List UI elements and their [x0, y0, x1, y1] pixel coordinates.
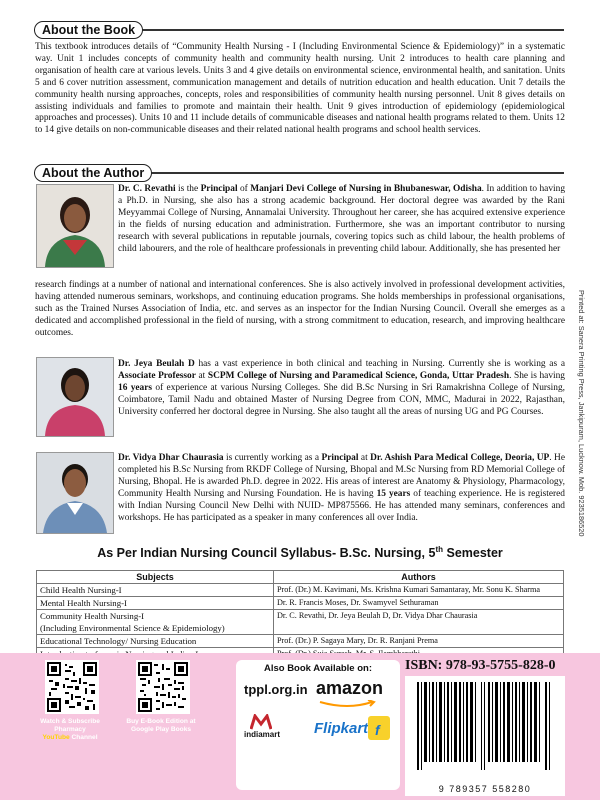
authors-cell: Dr. R. Francis Moses, Dr. Swamyvel Sethuraman — [274, 597, 564, 610]
author1-text: is the — [175, 184, 201, 194]
author2-text: has a vast experience in both clinical and teaching in Nursing. Currently she is working as a — [194, 359, 565, 369]
about-book-paragraph: This textbook introduces details of “Community Health Nursing - I (Including Environmental Science & Epidemiology)” in a systematic way. Unit 1 includes concepts of community health and community health nursing. Unit 2 introduces to health care planning and organisation of health care at various levels. Units 3 and 4 give details on environmental science, environmental health, and sanitation. Units 5 and 6 cover nutrition assessment, communication management and details of nutrition education and health education. Unit 7 details the community health nursing approaches, concepts, roles and responsibilities of community health nursing personnel. Unit 8 gives details on assisting individuals and families to promote and maintain their health. Unit 9 gives introduction of epidemiology (epidemiological approaches and processes). Units 10 and 11 include details of communicable diseases and national health programs related to them. Units 12 to 14 give details on non-communicable diseases and their related national health programs and school health services. — [35, 42, 565, 136]
books-table — [36, 570, 564, 661]
author1-college: Manjari Devi College of Nursing in Bhubaneswar, Odisha — [250, 184, 482, 194]
indiamart-m-icon — [250, 714, 272, 730]
col-authors: Authors — [274, 571, 564, 584]
amazon-text: amazon — [316, 678, 384, 698]
about-book-heading: About the Book — [34, 21, 143, 39]
amazon-smile-icon — [318, 700, 378, 708]
table-row — [37, 635, 564, 648]
syllabus-suffix: Semester — [443, 546, 503, 561]
author2-college: SCPM College of Nursing and Paramedical Science, Gonda, Uttar Pradesh — [207, 370, 510, 381]
syllabus-prefix: As Per Indian Nursing Council Syllabus- B.Sc. Nursing, 5 — [97, 546, 436, 561]
barcode-bars — [405, 676, 565, 776]
authors-cell: Dr. C. Revathi, Dr. Jeya Beulah D, Dr. Vidya Dhar Chaurasia — [274, 610, 564, 635]
barcode-number: 9 789357 558280 — [438, 784, 532, 794]
flipkart-bag-icon: f — [368, 716, 390, 740]
printer-info: Printed at: Sanera Printing Press, Jankipuram, Lucknow. Mob. 9235186520 — [577, 290, 586, 537]
syllabus-title — [34, 545, 566, 560]
flipkart-logo[interactable]: Flipkart — [314, 720, 369, 737]
caption-line — [35, 734, 105, 742]
qr-code-youtube[interactable] — [45, 660, 99, 714]
subject-cell: Educational Technology/ Nursing Education — [37, 635, 274, 648]
barcode — [405, 676, 565, 796]
tppl-link[interactable]: tppl.org.in — [244, 682, 308, 697]
isbn-label: ISBN: 978-93-5755-828-0 — [405, 658, 556, 673]
caption-line: Google Play Books — [130, 726, 192, 733]
author-photo-vidya-dhar — [36, 452, 114, 534]
author2-text: . She is having — [509, 370, 565, 381]
subject-cell: Child Health Nursing-I — [37, 584, 274, 597]
author2-name: Dr. Jeya Beulah D — [118, 359, 195, 369]
amazon-logo[interactable] — [316, 678, 383, 699]
author1-name: Dr. C. Revathi — [118, 184, 176, 194]
caption-line: Pharmacy — [54, 726, 86, 733]
about-author-heading: About the Author — [34, 164, 152, 182]
author3-years: 15 years — [376, 488, 411, 499]
author2-years: 16 years — [118, 382, 153, 393]
caption-line: Buy E-Book Edition at — [126, 718, 196, 725]
author3-bio — [118, 453, 565, 524]
table-header-row — [37, 571, 564, 584]
authors-cell: Prof. (Dr.) M. Kavimani, Ms. Krishna Kumari Samantaray, Mr. Sonu K. Sharma — [274, 584, 564, 597]
authors-cell: Prof. (Dr.) P. Sagaya Mary, Dr. R. Ranjani Prema — [274, 635, 564, 648]
author2-text: of experience at various Nursing Colleges. She did B.Sc Nursing in Sri Ramakrishna College of Nursing, Coimbatore, Tamil Nadu and obtained Master of Nursing Degree from CON, MMC, Madurai in 2022, Rajasthan, University conferred her doctoral degree in Nursing. She also taught all the areas of nursing UG and PG Courses. — [118, 382, 565, 417]
author3-text: of teaching experience. He is registered with Indian Nursing Council New Delhi with NUID- MP875566. He has attended many seminars, conferences and workshops. He has participated as a speaker in many conferences all over India. — [118, 488, 565, 523]
author1-bio — [118, 184, 565, 255]
youtube-word: YouTube — [42, 734, 70, 741]
author3-text: is currently working as a — [223, 453, 322, 463]
author-photo-revathi — [36, 184, 114, 268]
author1-role: Principal — [200, 184, 238, 194]
caption-text: Channel — [69, 734, 98, 741]
caption-line: Watch & Subscribe — [40, 718, 100, 725]
subject-line: Community Health Nursing-I — [40, 611, 145, 621]
qr-caption-google-play — [126, 718, 196, 734]
subject-line: (Including Environmental Science & Epidemiology) — [40, 623, 225, 633]
col-subjects: Subjects — [37, 571, 274, 584]
table-row — [37, 597, 564, 610]
author2-role: Associate Professor — [118, 370, 196, 381]
qr-code-google-play[interactable] — [136, 660, 190, 714]
also-available-label: Also Book Available on: — [263, 663, 373, 674]
author1-bio-continued: research findings at a number of national and international conferences. She is also actively involved in professional development activities, having attended numerous seminars, workshops, and continuing education programs. She holds memberships in professional organisations, such as the Trained Nurses Association of India, etc. and serves as an inspector for the Indian Nursing Council. Overall she emerges as a dedicated and accomplished professional in the field of nursing, with a strong commitment to education, research, and improving healthcare outcomes. — [35, 280, 565, 338]
indiamart-text: indiamart — [244, 730, 281, 739]
table-row — [37, 610, 564, 635]
stores-box — [236, 660, 400, 790]
subject-cell: Mental Health Nursing-I — [37, 597, 274, 610]
author3-college: Dr. Ashish Para Medical College, Deoria, UP — [370, 453, 550, 463]
author1-text: of — [237, 184, 251, 194]
author1-text: . In addition to having a Ph.D. in Nursing, she also has a strong academic background. Her doctoral degree was awarded by the Rani Meyyammai College of Nursing, Annamalai University. Throughout her career, she has acquired extensive experience in the fields of nursing education and administration. Furthermore, she was an important contributor to nursing research with several publications in reputable journals, covering topics such as child labour, the health problems of child labourers, and the role of healthcare professionals in preventing child labour. Additionally, she has presented her — [118, 184, 566, 254]
table-row — [37, 584, 564, 597]
author3-role: Principal — [321, 453, 359, 463]
author2-bio — [118, 359, 565, 419]
author3-name: Dr. Vidya Dhar Chaurasia — [118, 453, 224, 463]
author2-text: at — [195, 370, 208, 381]
author3-text: at — [358, 453, 371, 463]
syllabus-sup: th — [435, 545, 444, 554]
subject-cell — [37, 610, 274, 635]
qr-caption-youtube — [35, 718, 105, 742]
author3-text: . He completed his B.Sc Nursing from RKDF College of Nursing, Bhopal and M.Sc Nursing from RD Memorial College of Nursing, Bhopal. He is awarded Ph.D. degree in 2022. His areas of interest are Anatomy & Physiology, Pharmacology, Community Health Nursing and Nursing Foundation. He is having — [118, 453, 565, 499]
author-photo-jeya-beulah — [36, 357, 114, 437]
